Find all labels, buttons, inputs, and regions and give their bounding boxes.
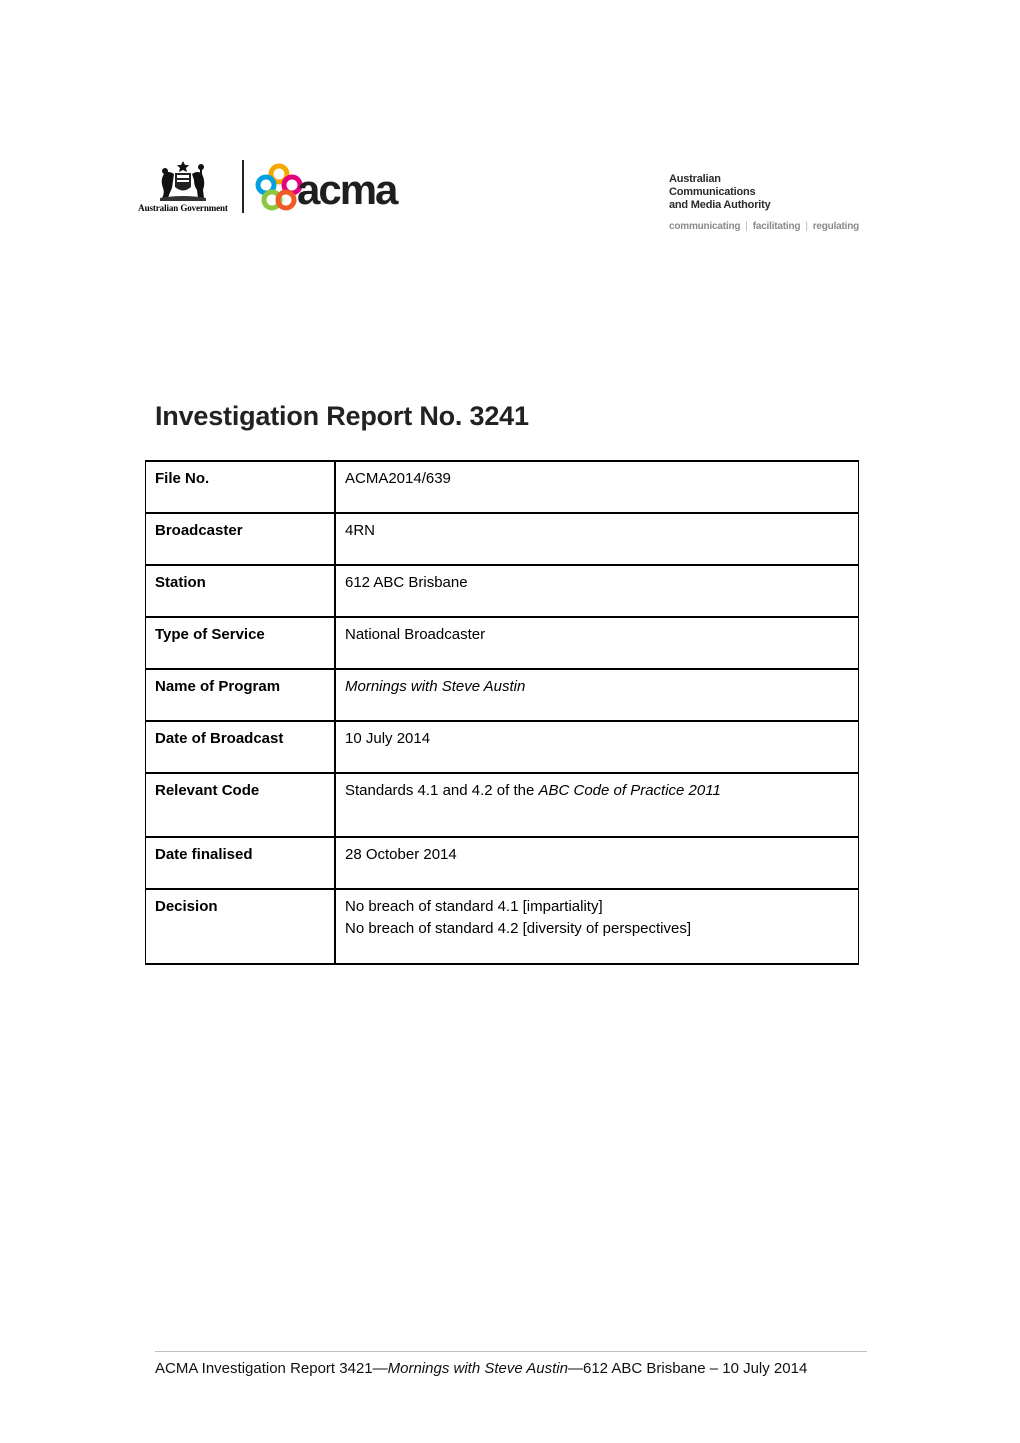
government-logo-text: Australian Government [138,203,228,213]
authority-line: Communications [669,186,756,198]
footer-prefix: ACMA Investigation Report 3421— [155,1360,388,1377]
footer-suffix: —612 ABC Brisbane – 10 July 2014 [567,1360,808,1377]
table-row [146,721,859,773]
table-row [146,461,859,513]
page-title: Investigation Report No. 3241 [155,401,529,431]
row-value: 612 ABC Brisbane [335,565,859,617]
row-label: Relevant Code [146,773,336,837]
row-value: 10 July 2014 [335,721,859,773]
decision-line: No breach of standard 4.1 [impartiality] [345,898,603,915]
tagline-word: regulating [812,221,860,232]
page-footer [155,1359,867,1378]
authority-name [669,173,771,212]
footer-program: Mornings with Steve Austin [387,1360,568,1377]
code-name: ABC Code of Practice 2011 [538,782,721,799]
tagline-word: communicating [669,221,741,232]
australian-government-logo [132,160,234,216]
acma-wordmark: acma [297,166,397,213]
table-row [146,617,859,669]
row-label: Name of Program [146,669,336,721]
authority-line: Australian [669,173,721,185]
row-label: Decision [146,889,336,964]
logo-divider [242,160,244,213]
footer-divider [155,1351,867,1352]
row-label: Type of Service [146,617,336,669]
row-label: File No. [146,461,336,513]
table-row [146,513,859,565]
acma-tagline [669,221,859,232]
row-label: Station [146,565,336,617]
row-value: National Broadcaster [335,617,859,669]
table-row [146,669,859,721]
tagline-separator: | [805,221,808,232]
row-value [335,889,859,964]
row-value: 28 October 2014 [335,837,859,889]
row-label: Broadcaster [146,513,336,565]
authority-line: and Media Authority [669,199,771,211]
report-info-table [145,460,859,965]
tagline-word: facilitating [752,221,801,232]
row-value: 4RN [335,513,859,565]
code-prefix: Standards 4.1 and 4.2 of the [345,782,539,799]
row-value: ACMA2014/639 [335,461,859,513]
row-value [335,669,859,721]
acma-logo [253,163,413,215]
coat-of-arms-icon [148,160,218,202]
table-row [146,889,859,964]
row-value [335,773,859,837]
decision-line: No breach of standard 4.2 [diversity of perspectives] [345,920,692,937]
table-row [146,773,859,837]
table-row [146,837,859,889]
row-label: Date finalised [146,837,336,889]
row-label: Date of Broadcast [146,721,336,773]
program-name: Mornings with Steve Austin [345,678,526,695]
tagline-separator: | [745,221,748,232]
table-row [146,565,859,617]
